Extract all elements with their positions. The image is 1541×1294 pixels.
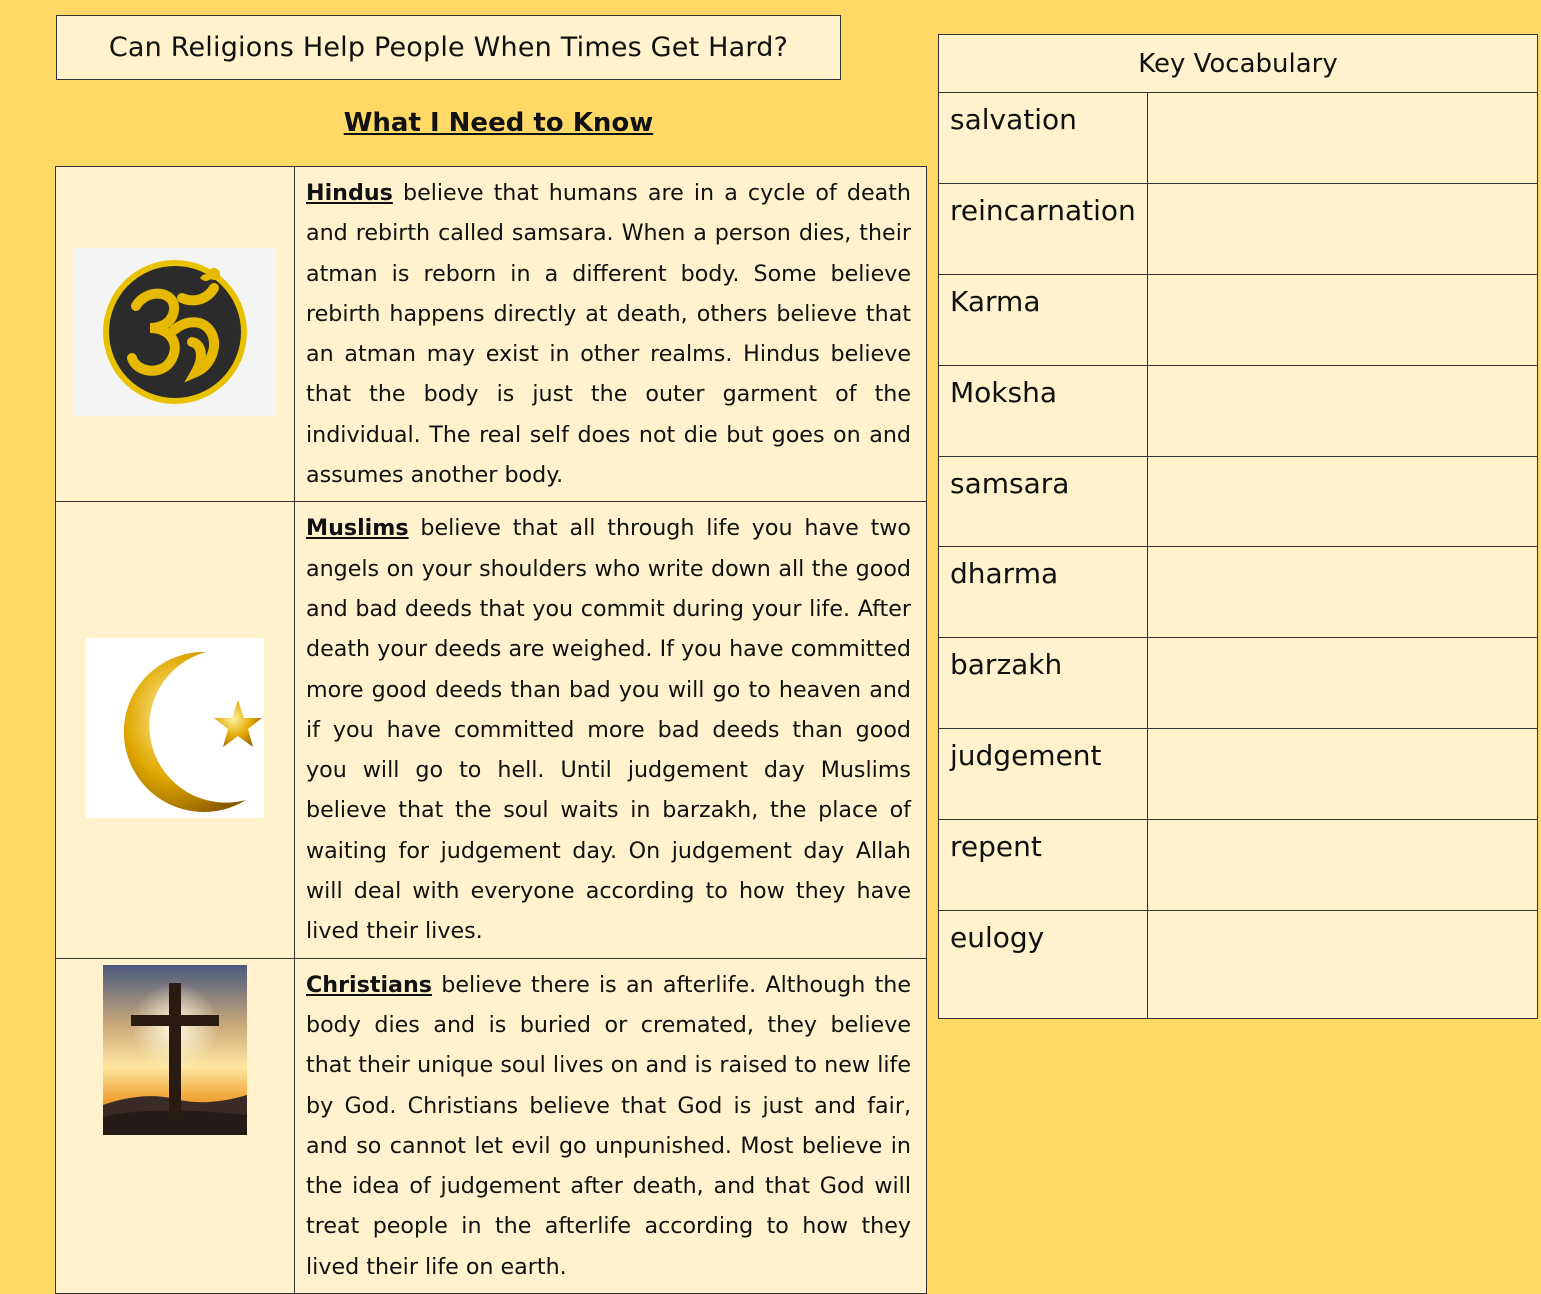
belief-text — [295, 502, 927, 958]
vocab-definition[interactable] — [1147, 183, 1537, 274]
faith-name: Muslims — [306, 515, 409, 542]
beliefs-table — [55, 166, 927, 1294]
symbol-cell — [56, 502, 295, 958]
vocab-definition[interactable] — [1147, 729, 1537, 820]
belief-description: believe that humans are in a cycle of death and rebirth called samsara. When a person dies, their atman is reborn in a different body. Some believe rebirth happens directly at death, others believe that an atman may exist in other realms. Hindus believe that the body is just the outer garment of the individual. The real self does not die but goes on and assumes another body. — [306, 180, 911, 489]
vocab-row — [939, 820, 1538, 911]
table-row — [56, 502, 927, 958]
vocabulary-heading: Key Vocabulary — [939, 35, 1538, 93]
vocab-definition[interactable] — [1147, 820, 1537, 911]
faith-name: Hindus — [306, 180, 393, 206]
vocab-term: samsara — [939, 456, 1148, 547]
vocab-term: eulogy — [939, 911, 1148, 1019]
vocab-term: Karma — [939, 274, 1148, 365]
vocab-term: dharma — [939, 547, 1148, 638]
page-title: Can Religions Help People When Times Get Hard? — [56, 15, 841, 80]
crescent-star-icon — [86, 638, 264, 818]
vocab-row — [939, 638, 1538, 729]
table-row — [56, 167, 927, 502]
vocab-definition[interactable] — [1147, 911, 1537, 1019]
vocab-term: repent — [939, 820, 1148, 911]
vocab-definition[interactable] — [1147, 365, 1537, 456]
om-symbol-icon — [74, 248, 276, 416]
vocab-definition[interactable] — [1147, 274, 1537, 365]
vocab-term: salvation — [939, 93, 1148, 184]
vocab-row — [939, 729, 1538, 820]
vocab-term: judgement — [939, 729, 1148, 820]
vocab-term: barzakh — [939, 638, 1148, 729]
vocab-row — [939, 183, 1538, 274]
table-row — [56, 958, 927, 1293]
belief-description: believe there is an afterlife. Although the body dies and is buried or cremated, they believe that their unique soul lives on and is raised to new life by God. Christians believe that God is just and fair, and so cannot let evil go unpunished. Most believe in the idea of judgement after death, and that God will treat people in the afterlife according to how they lived their life on earth. — [306, 971, 911, 1280]
vocab-row — [939, 365, 1538, 456]
vocab-row — [939, 274, 1538, 365]
vocab-row — [939, 456, 1538, 547]
vocab-row — [939, 547, 1538, 638]
belief-text — [295, 958, 927, 1293]
vocab-term: Moksha — [939, 365, 1148, 456]
vocab-definition[interactable] — [1147, 93, 1537, 184]
cross-sunset-icon — [103, 965, 247, 1135]
belief-text — [295, 167, 927, 502]
symbol-cell — [56, 167, 295, 502]
key-vocabulary-table — [938, 34, 1538, 1019]
vocab-term: reincarnation — [939, 183, 1148, 274]
symbol-cell — [56, 958, 295, 1293]
belief-description: believe that all through life you have two angels on your shoulders who write down all the good and bad deeds that you commit during your life. After death your deeds are weighed. If you have committed more good deeds than bad you will go to heaven and if you have committed more bad deeds than good you will go to hell. Until judgement day Muslims believe that the soul waits in barzakh, the place of waiting for judgement day. On judgement day Allah will deal with everyone according to how they have lived their lives. — [306, 515, 911, 945]
section-heading: What I Need to Know — [343, 108, 654, 138]
vocab-row — [939, 93, 1538, 184]
vocab-definition[interactable] — [1147, 547, 1537, 638]
vocab-row — [939, 911, 1538, 1019]
vocab-definition[interactable] — [1147, 638, 1537, 729]
faith-name: Christians — [306, 971, 433, 998]
vocab-definition[interactable] — [1147, 456, 1537, 547]
